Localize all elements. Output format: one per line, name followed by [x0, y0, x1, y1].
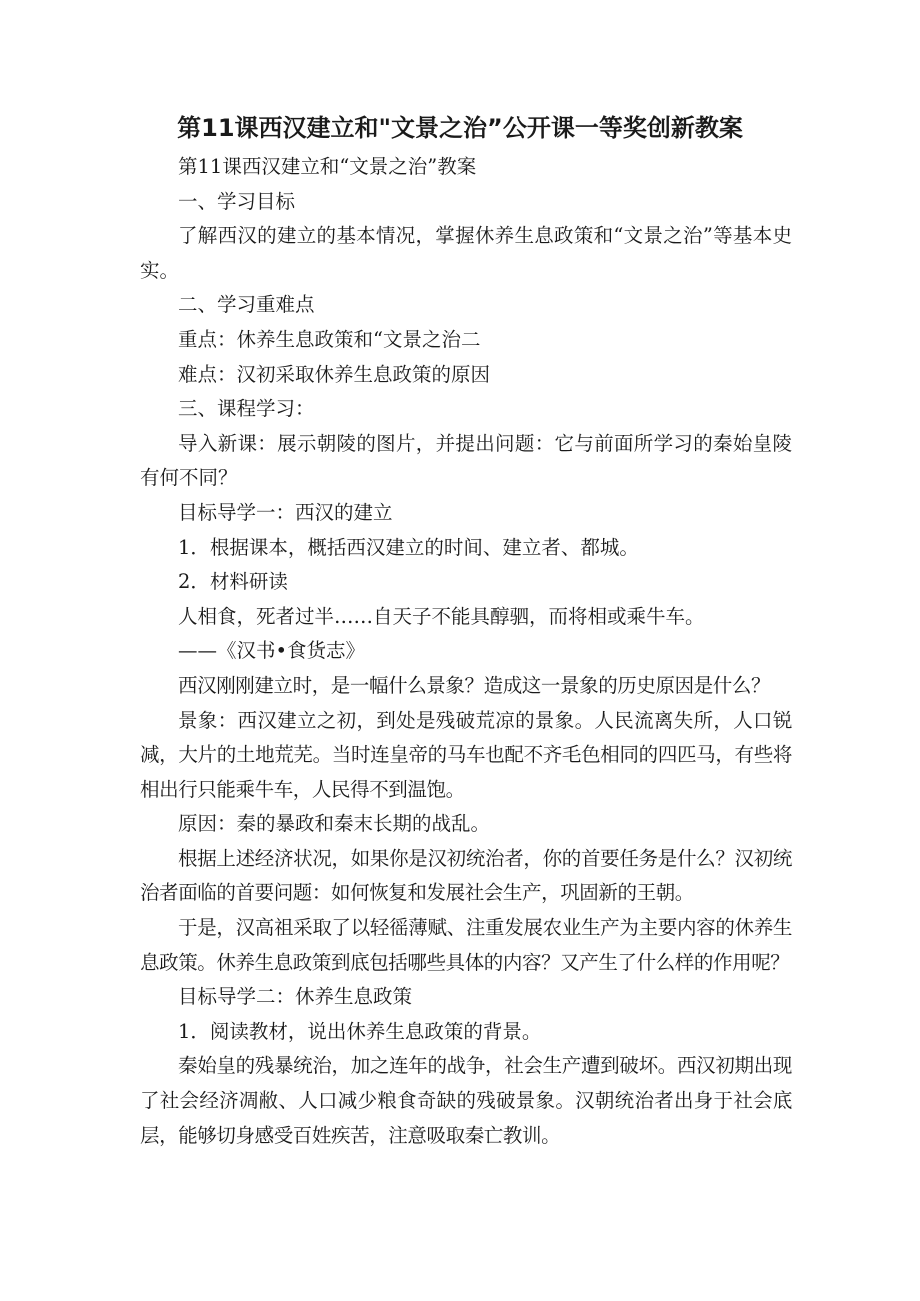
- list-item-1: 1．根据课本，概括西汉建立的时间、建立者、都城。: [178, 535, 639, 559]
- goal-heading-one: 目标导学一：西汉的建立: [178, 500, 393, 524]
- lesson-heading: 第11课西汉建立和“文景之治”教案: [178, 155, 477, 178]
- intro-paragraph: 导入新课：展示朝陵的图片，并提出问题：它与前面所学习的秦始皇陵有何不同？: [140, 431, 792, 490]
- difficult-point-paragraph: 难点：汉初采取休养生息政策的原因: [178, 362, 491, 386]
- goal-heading-two: 目标导学二：休养生息政策: [178, 985, 413, 1009]
- section-heading-objectives: 一、学习目标: [178, 189, 296, 213]
- section-heading-key-points: 二、学习重难点: [178, 293, 315, 317]
- objectives-paragraph: 了解西汉的建立的基本情况，掌握休养生息政策和“文景之治”等基本史实。: [140, 224, 792, 282]
- quote-source: ——《汉书•食货志》: [178, 639, 366, 663]
- policy-paragraph: 于是，汉高祖采取了以轻徭薄赋、注重发展农业生产为主要内容的休养生息政策。休养生息政策到底包括哪些具体的内容？又产生了什么样的作用呢？: [140, 916, 792, 974]
- list-item-2: 2．材料研读: [178, 570, 288, 594]
- document-body: [140, 150, 792, 1153]
- key-point-paragraph: 重点：休养生息政策和“文景之治二: [178, 327, 481, 351]
- quote-paragraph: 人相食，死者过半……自天子不能具醇驷，而将相或乘牛车。: [178, 604, 705, 628]
- cause-paragraph: 原因：秦的暴政和秦末长期的战乱。: [178, 812, 491, 836]
- list-item-3: 1．阅读教材，说出休养生息政策的背景。: [178, 1019, 542, 1043]
- question-paragraph: 西汉刚刚建立时，是一幅什么景象？造成这一景象的历史原因是什么？: [178, 673, 771, 697]
- section-heading-course: 三、课程学习：: [178, 397, 315, 421]
- scene-paragraph: 景象：西汉建立之初，到处是残破荒凉的景象。人民流离失所，人口锐减，大片的土地荒芜。当时连皇帝的马车也配不齐毛色相同的四匹马，有些将相出行只能乘牛车，人民得不到温饱。: [140, 708, 792, 801]
- document-title: 第11课西汉建立和"文景之治”公开课一等奖创新教案: [177, 114, 743, 142]
- background-paragraph: 秦始皇的残暴统治，加之连年的战争，社会生产遭到破坏。西汉初期出现了社会经济凋敝、人口减少粮食奇缺的残破景象。汉朝统治者出身于社会底层，能够切身感受百姓疾苦，注意吸取秦亡教训。: [140, 1054, 792, 1147]
- task-paragraph: 根据上述经济状况，如果你是汉初统治者，你的首要任务是什么？汉初统治者面临的首要问题：如何恢复和发展社会生产，巩固新的王朝。: [140, 846, 792, 905]
